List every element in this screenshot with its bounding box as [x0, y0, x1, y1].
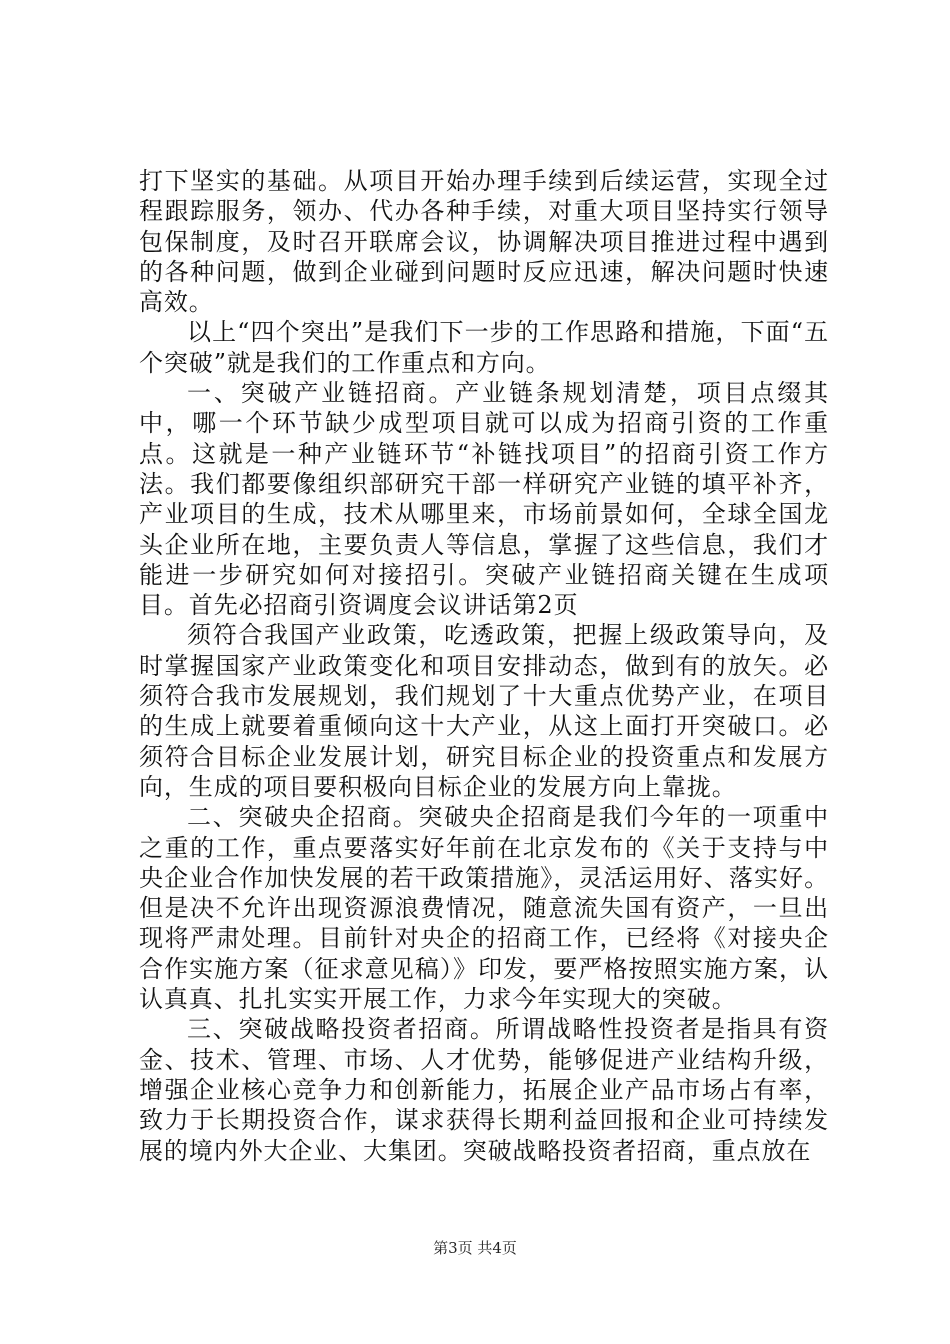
paragraph-four-highlights: 以上“四个突出”是我们下一步的工作思路和措施，下面“五个突破”就是我们的工作重点和方向。: [139, 318, 829, 377]
paragraph-industry-chain: 一、突破产业链招商。产业链条规划清楚，项目点缀其中，哪一个环节缺少成型项目就可以成为招商引资的工作重点。这就是一种产业链环节“补链找项目”的招商引资工作方法。我们都要像组织部研究干部一样研究产业链的填平补齐，产业项目的生成，技术从哪里来，市场前景如何，全球全国龙头企业所在地，主要负责人等信息，掌握了这些信息，我们才能进一步研究如何对接招引。突破产业链招商关键在生成项目。首先必招商引资调度会议讲话第2页: [139, 379, 829, 620]
document-body: [139, 166, 829, 1166]
paragraph-policy-compliance: 须符合我国产业政策，吃透政策，把握上级政策导向，及时掌握国家产业政策变化和项目安排动态，做到有的放矢。必须符合我市发展规划，我们规划了十大重点优势产业，在项目的生成上就要着重倾向这十大产业，从这上面打开突破口。必须符合目标企业发展计划，研究目标企业的投资重点和发展方向，生成的项目要积极向目标企业的发展方向上靠拢。: [139, 621, 829, 801]
paragraph-continuation: 打下坚实的基础。从项目开始办理手续到后续运营，实现全过程跟踪服务，领办、代办各种手续，对重大项目坚持实行领导包保制度，及时召开联席会议，协调解决项目推进过程中遇到的各种问题，做到企业碰到问题时反应迅速，解决问题时快速高效。: [139, 167, 829, 317]
paragraph-central-enterprises: 二、突破央企招商。突破央企招商是我们今年的一项重中之重的工作，重点要落实好年前在北京发布的《关于支持与中央企业合作加快发展的若干政策措施》，灵活运用好、落实好。但是决不允许出现资源浪费情况，随意流失国有资产，一旦出现将严肃处理。目前针对央企的招商工作，已经将《对接央企合作实施方案（征求意见稿）》印发，要严格按照实施方案，认认真真、扎扎实实开展工作，力求今年实现大的突破。: [139, 803, 829, 1014]
paragraph-strategic-investors: 三、突破战略投资者招商。所谓战略性投资者是指具有资金、技术、管理、市场、人才优势，能够促进产业结构升级，增强企业核心竞争力和创新能力，拓展企业产品市场占有率，致力于长期投资合作，谋求获得长期利益回报和企业可持续发展的境内外大企业、大集团。突破战略投资者招商，重点放在: [139, 1015, 829, 1165]
page-footer: 第3页 共4页: [433, 1239, 517, 1257]
